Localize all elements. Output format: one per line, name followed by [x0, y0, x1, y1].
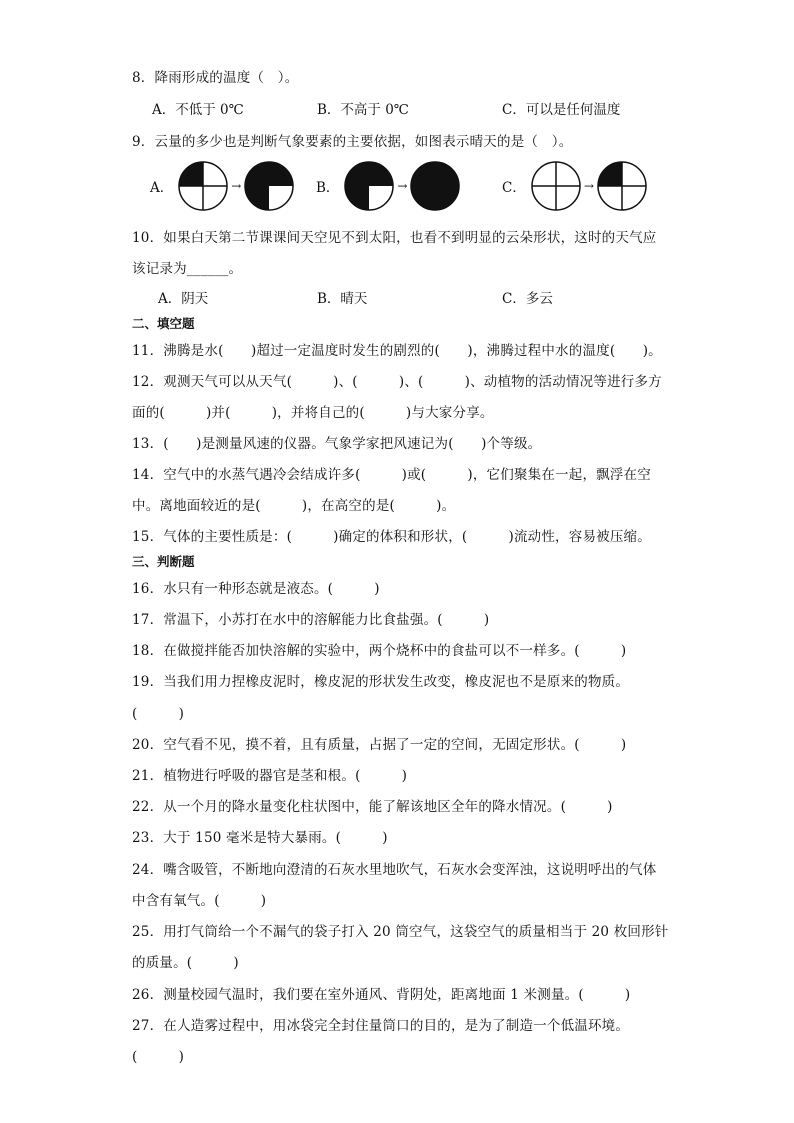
- question-23: 23．大于 150 毫米是特大暴雨。( ): [132, 830, 388, 846]
- question-19-line1: 19．当我们用力捏橡皮泥时，橡皮泥的形状发生改变，橡皮泥也不是原来的物质。: [132, 674, 630, 690]
- question-10-stem-line1: 10．如果白天第二节课课间天空见不到太阳，也看不到明显的云朵形状，这时的天气应: [132, 230, 657, 246]
- question-8-stem: 8．降雨形成的温度（ ）。: [132, 70, 299, 86]
- question-25-line2: 的质量。( ): [132, 955, 239, 971]
- question-9-option-c: [502, 160, 648, 212]
- question-8-option-c: C．可以是任何温度: [502, 102, 621, 118]
- cloud-three-quarter-icon: [243, 160, 295, 212]
- question-18: 18．在做搅拌能否加快溶解的实验中，两个烧杯中的食盐可以不一样多。( ): [132, 643, 627, 659]
- question-11: 11．沸腾是水( )超过一定温度时发生的剧烈的( )，沸腾过程中水的温度( )。: [132, 343, 662, 359]
- question-20: 20．空气看不见，摸不着，且有质量，占据了一定的空间，无固定形状。( ): [132, 737, 627, 753]
- question-14-line2: 中。离地面较近的是( )，在高空的是( )。: [132, 498, 456, 514]
- question-10-option-c: C．多云: [502, 291, 553, 307]
- question-10-option-b: B．晴天: [317, 291, 368, 307]
- section-judgement-title: 三、判断题: [132, 554, 195, 569]
- arrow-icon: →: [231, 179, 242, 193]
- cloud-quarter-icon: [177, 160, 229, 212]
- question-10-option-a: A．阴天: [158, 291, 209, 307]
- question-8-option-a: A．不低于 0℃: [152, 102, 244, 118]
- question-13: 13．( )是测量风速的仪器。气象学家把风速记为( )个等级。: [132, 436, 542, 452]
- option-a-label: A．: [150, 180, 174, 196]
- question-25-line1: 25．用打气筒给一个不漏气的袋子打入 20 筒空气，这袋空气的质量相当于 20 枚回形针: [132, 924, 669, 940]
- question-27-line1: 27．在人造雾过程中，用冰袋完全封住量筒口的目的，是为了制造一个低温环境。: [132, 1018, 630, 1034]
- question-12-line2: 面的( )并( )，并将自己的( )与大家分享。: [132, 405, 494, 421]
- arrow-icon: →: [397, 179, 408, 193]
- cloud-full-icon: [409, 160, 461, 212]
- question-26: 26．测量校园气温时，我们要在室外通风、背阴处，距离地面 1 米测量。( ): [132, 987, 631, 1003]
- cloud-quarter-icon: [596, 160, 648, 212]
- cloud-clear-icon: [530, 160, 582, 212]
- question-21: 21．植物进行呼吸的器官是茎和根。( ): [132, 768, 408, 784]
- section-fill-in-title: 二、填空题: [132, 316, 195, 331]
- question-27-line2: ( ): [132, 1049, 185, 1065]
- question-9-option-b: [316, 160, 461, 212]
- question-14-line1: 14．空气中的水蒸气遇冷会结成许多( )或( )，它们聚集在一起，飘浮在空: [132, 467, 651, 483]
- question-9-stem: 9．云量的多少也是判断气象要素的主要依据，如图表示晴天的是（ ）。: [132, 134, 573, 150]
- cloud-three-quarter-icon: [343, 160, 395, 212]
- option-c-label: C．: [502, 180, 526, 196]
- arrow-icon: →: [583, 179, 594, 193]
- question-9-option-a: [150, 160, 295, 212]
- question-19-line2: ( ): [132, 706, 185, 722]
- question-12-line1: 12．观测天气可以从天气( )、( )、( )、动植物的活动情况等进行多方: [132, 374, 662, 390]
- question-10-stem-line2: 该记录为______。: [132, 261, 243, 277]
- question-15: 15．气体的主要性质是：( )确定的体积和形状，( )流动性，容易被压缩。: [132, 529, 651, 545]
- option-b-label: B．: [316, 180, 340, 196]
- question-17: 17．常温下，小苏打在水中的溶解能力比食盐强。( ): [132, 612, 490, 628]
- question-8-option-b: B．不高于 0℃: [317, 102, 409, 118]
- question-22: 22．从一个月的降水量变化柱状图中，能了解该地区全年的降水情况。( ): [132, 799, 613, 815]
- question-16: 16．水只有一种形态就是液态。( ): [132, 581, 380, 597]
- question-24-line1: 24．嘴含吸管，不断地向澄清的石灰水里地吹气，石灰水会变浑浊，这说明呼出的气体: [132, 862, 657, 878]
- question-24-line2: 中含有氧气。( ): [132, 893, 267, 909]
